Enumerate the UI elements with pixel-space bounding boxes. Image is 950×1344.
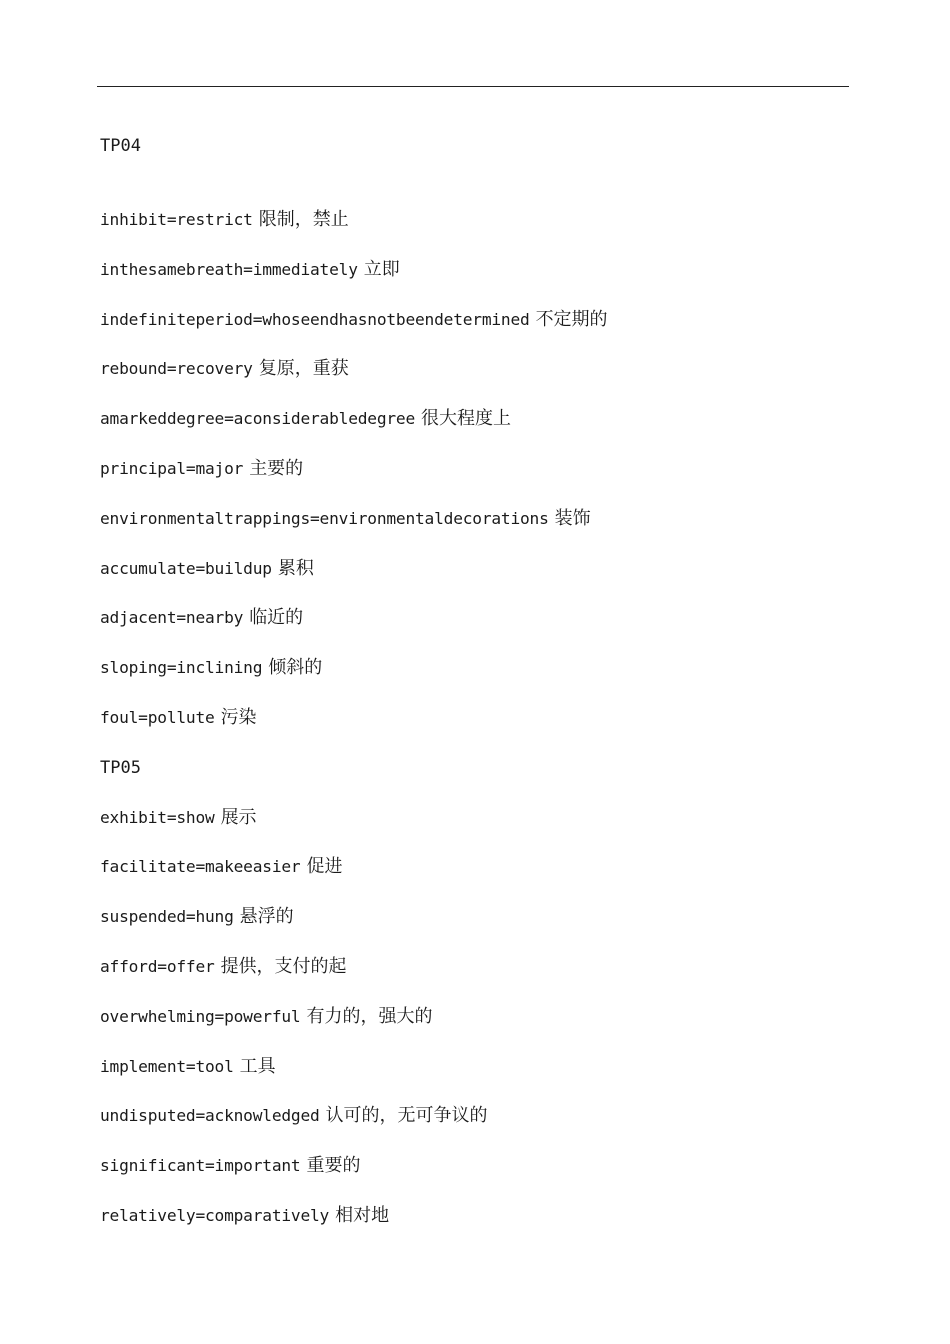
vocab-entry <box>100 605 840 631</box>
vocab-gloss: 装饰 <box>554 507 591 529</box>
vocab-entry <box>100 257 840 283</box>
vocab-gloss: 提供，支付的起 <box>220 955 347 977</box>
vocab-gloss: 污染 <box>220 706 257 728</box>
vocab-term: indefiniteperiod=whoseendhasnotbeendetermined <box>100 309 530 329</box>
vocab-entry <box>100 705 840 731</box>
vocab-term: rebound=recovery <box>100 359 253 379</box>
vocab-gloss: 相对地 <box>335 1204 390 1226</box>
vocab-entry <box>100 805 840 831</box>
vocab-gloss: 很大程度上 <box>421 408 512 430</box>
vocab-gloss: 倾斜的 <box>268 657 323 679</box>
vocab-entry <box>100 1103 840 1129</box>
vocab-gloss: 悬浮的 <box>239 906 294 928</box>
vocab-term: suspended=hung <box>100 907 234 927</box>
vocab-gloss: 限制，禁止 <box>258 209 349 230</box>
vocab-entry <box>100 406 840 432</box>
vocab-term: relatively=comparatively <box>100 1205 330 1225</box>
vocab-entry <box>100 655 840 681</box>
vocab-entry <box>100 904 840 930</box>
vocab-term: amarkeddegree=aconsiderabledegree <box>100 409 416 429</box>
vocabulary-list <box>100 133 840 1229</box>
vocab-entry <box>100 854 840 880</box>
vocab-term: afford=offer <box>100 956 215 976</box>
vocab-entry <box>100 506 840 532</box>
vocab-term: overwhelming=powerful <box>100 1006 301 1026</box>
vocab-gloss: 不定期的 <box>535 308 608 330</box>
vocab-term: principal=major <box>100 458 244 478</box>
vocab-entry <box>100 356 840 382</box>
vocab-entry <box>100 1153 840 1179</box>
vocab-entry <box>100 307 840 333</box>
vocab-term: implement=tool <box>100 1056 234 1076</box>
vocab-gloss: 立即 <box>363 258 400 280</box>
vocab-gloss: 复原，重获 <box>258 358 349 380</box>
vocab-term: significant=important <box>100 1156 301 1176</box>
section-title: TP05 <box>100 757 141 778</box>
vocab-gloss: 有力的，强大的 <box>306 1005 433 1027</box>
vocab-term: foul=pollute <box>100 707 215 727</box>
vocab-gloss: 展示 <box>220 806 257 828</box>
vocab-entry <box>100 456 840 482</box>
vocab-gloss: 临近的 <box>249 607 304 629</box>
vocab-term: facilitate=makeeasier <box>100 857 301 877</box>
vocab-term: inhibit=restrict <box>100 210 253 229</box>
vocab-gloss: 累积 <box>277 557 314 579</box>
header-rule <box>97 86 849 87</box>
vocab-entry <box>100 556 840 582</box>
vocab-term: adjacent=nearby <box>100 608 244 628</box>
vocab-gloss: 主要的 <box>249 457 304 479</box>
vocab-entry <box>100 207 840 233</box>
vocab-term: inthesamebreath=immediately <box>100 259 358 279</box>
vocab-term: accumulate=buildup <box>100 558 272 578</box>
vocab-term: undisputed=acknowledged <box>100 1106 320 1126</box>
vocab-gloss: 重要的 <box>306 1155 361 1177</box>
vocab-gloss: 认可的，无可争议的 <box>325 1105 488 1127</box>
vocab-term: sloping=inclining <box>100 658 263 678</box>
vocab-gloss: 工具 <box>239 1055 276 1077</box>
vocab-entry <box>100 1203 840 1229</box>
vocab-term: environmentaltrappings=environmentaldecorations <box>100 508 549 528</box>
vocab-entry <box>100 954 840 980</box>
vocab-entry <box>100 1054 840 1080</box>
vocab-gloss: 促进 <box>306 856 343 878</box>
section-title: TP04 <box>100 136 141 156</box>
vocab-entry <box>100 1004 840 1030</box>
vocab-term: exhibit=show <box>100 807 215 827</box>
